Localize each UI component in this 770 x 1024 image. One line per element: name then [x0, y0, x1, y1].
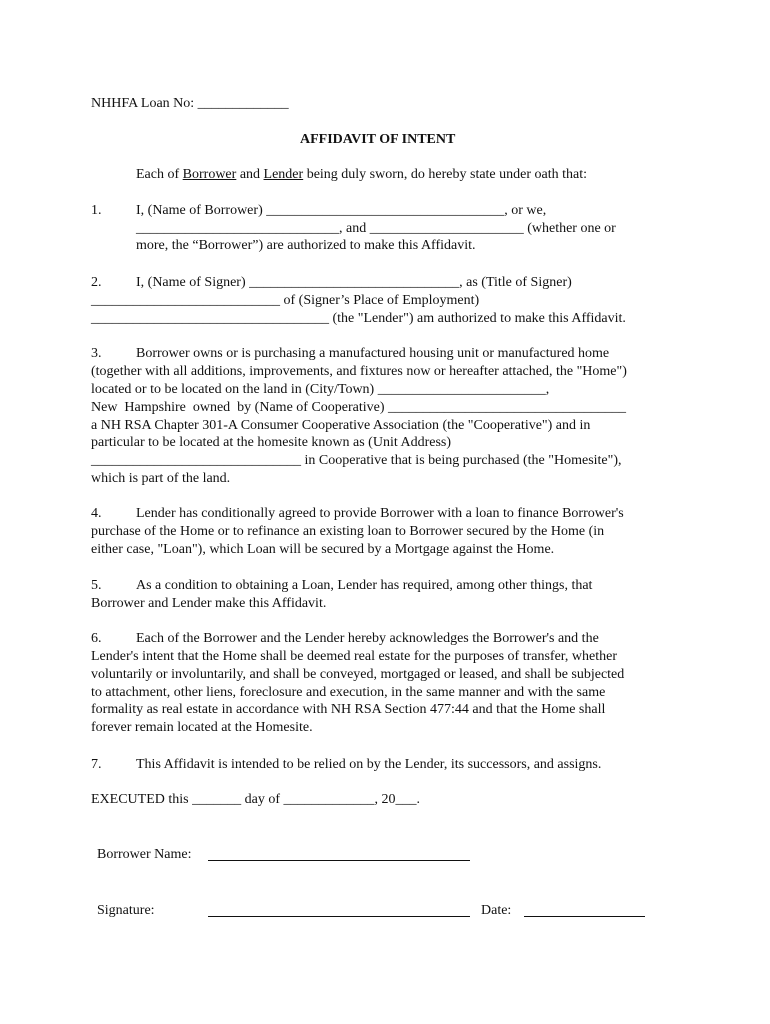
paragraph-5-number: 5. — [91, 578, 102, 593]
paragraph-5-line: Borrower and Lender make this Affidavit. — [91, 596, 327, 611]
loan-number-line: NHHFA Loan No: _____________ — [91, 96, 289, 111]
document-title: AFFIDAVIT OF INTENT — [300, 132, 456, 147]
paragraph-2-line: ___________________________ of (Signer’s Place of Employment) — [91, 293, 480, 308]
paragraph-3-line: ______________________________ in Cooperative that is being purchased (the "Homesite"), — [91, 453, 622, 468]
paragraph-2-line: I, (Name of Signer) ______________________________, as (Title of Signer) — [136, 275, 572, 290]
paragraph-3-line: located or to be located on the land in (City/Town) ________________________, — [91, 382, 550, 397]
paragraph-7-number: 7. — [91, 757, 102, 772]
paragraph-3-line: which is part of the land. — [91, 471, 231, 486]
paragraph-1-line: more, the “Borrower”) are authorized to make this Affidavit. — [136, 238, 476, 253]
paragraph-4-line: Lender has conditionally agreed to provide Borrower with a loan to finance Borrower's — [136, 506, 624, 521]
paragraph-5-line: As a condition to obtaining a Loan, Lender has required, among other things, that — [136, 578, 593, 593]
borrower-name-field[interactable] — [208, 860, 470, 861]
intro-borrower: Borrower — [182, 167, 237, 182]
paragraph-2-line: __________________________________ (the "Lender") am authorized to make this Affidavit. — [91, 311, 626, 326]
executed-line: EXECUTED this _______ day of _____________, 20___. — [91, 792, 420, 807]
paragraph-6-number: 6. — [91, 631, 102, 646]
paragraph-3-line: particular to be located at the homesite known as (Unit Address) — [91, 435, 452, 450]
paragraph-1-line: _____________________________, and ______________________ (whether one or — [136, 221, 616, 236]
intro-post: being duly sworn, do hereby state under oath that: — [303, 167, 588, 182]
intro-and: and — [236, 167, 264, 182]
borrower-name-label: Borrower Name: — [97, 847, 192, 862]
paragraph-4-line: purchase of the Home or to refinance an existing loan to Borrower secured by the Home (in — [91, 524, 605, 539]
signature-label: Signature: — [97, 903, 155, 918]
paragraph-6-line: Lender's intent that the Home shall be deemed real estate for the purposes of transfer, whether — [91, 649, 617, 664]
intro-statement — [136, 166, 587, 184]
paragraph-4-number: 4. — [91, 506, 102, 521]
paragraph-4-line: either case, "Loan"), which Loan will be secured by a Mortgage against the Home. — [91, 542, 555, 557]
paragraph-6-line: formality as real estate in accordance with NH RSA Section 477:44 and that the Home shall — [91, 702, 606, 717]
paragraph-6-line: to attachment, other liens, foreclosure and execution, in the same manner and with the same — [91, 685, 606, 700]
paragraph-6-line: Each of the Borrower and the Lender hereby acknowledges the Borrower's and the — [136, 631, 599, 646]
paragraph-6-line: voluntarily or involuntarily, and shall be conveyed, mortgaged or leased, and shall be subjected — [91, 667, 625, 682]
signature-field[interactable] — [208, 916, 470, 917]
paragraph-1-line: I, (Name of Borrower) __________________________________, or we, — [136, 203, 547, 218]
paragraph-3-line: a NH RSA Chapter 301-A Consumer Cooperative Association (the "Cooperative") and in — [91, 418, 591, 433]
paragraph-7-line: This Affidavit is intended to be relied on by the Lender, its successors, and assigns. — [136, 757, 602, 772]
date-label: Date: — [481, 903, 512, 918]
paragraph-3-number: 3. — [91, 346, 102, 361]
paragraph-3-line: New Hampshire owned by (Name of Cooperative) __________________________________ — [91, 400, 627, 415]
paragraph-3-line: Borrower owns or is purchasing a manufactured housing unit or manufactured home — [136, 346, 610, 361]
paragraph-2-number: 2. — [91, 275, 102, 290]
paragraph-6-line: forever remain located at the Homesite. — [91, 720, 313, 735]
intro-lender: Lender — [263, 167, 304, 182]
paragraph-3-line: (together with all additions, improvements, and fixtures now or hereafter attached, the "Home") — [91, 364, 627, 379]
paragraph-1-number: 1. — [91, 203, 102, 218]
date-field[interactable] — [524, 916, 645, 917]
intro-pre: Each of — [136, 167, 183, 182]
